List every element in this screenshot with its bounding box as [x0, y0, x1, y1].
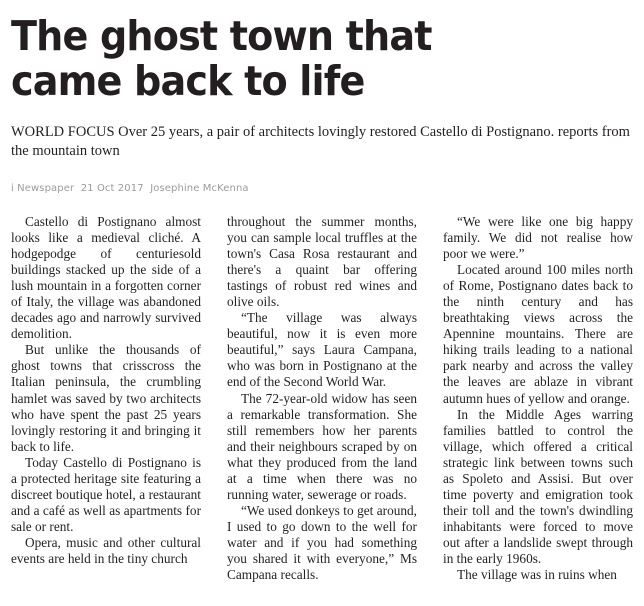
paragraph: The 72-year-old widow has seen a remarkable transformation. She still remembers how her parents and their neighbours scraped by on what they produced from the land at a time when there was no running water, sewerage or roads. [227, 390, 417, 502]
paragraph: The village was in ruins when [457, 567, 617, 583]
paragraph: Castello di Postignano almost looks like a medieval cliché. A hodgepodge of centuriesold buildings stacked up the side of a lush mountain in a forgotten corner of Italy, the village was abandoned decades ago and narrowly survived demolition. [11, 214, 201, 342]
article-standfirst: WORLD FOCUS Over 25 years, a pair of architects lovingly restored Castello di Postignano. reports from the mountain town [11, 124, 630, 159]
publication-name: i Newspaper [11, 183, 75, 194]
paragraph: throughout the summer months, you can sample local truffles at the town's Casa Rosa restaurant and there's a quaint bar offering tastings of robust red wines and olive oils. [227, 214, 417, 310]
publication-date: 21 Oct 2017 [80, 183, 144, 194]
paragraph: “The village was always beautiful, now it is even more beautiful,” says Laura Campana, who was born in Postignano at the end of the Second World War. [227, 310, 417, 390]
paragraph: But unlike the thousands of ghost towns that crisscross the Italian peninsula, the crumbling hamlet was saved by two architects who have spent the past 25 years lovingly restoring it and bringing it back to life. [11, 342, 201, 454]
article-author: Josephine McKenna [150, 183, 249, 194]
article-column-3 [443, 214, 633, 606]
article-column-2 [227, 214, 417, 606]
article-body [11, 195, 633, 606]
article-meta [11, 161, 633, 195]
paragraph: Today Castello di Postignano is a protected heritage site featuring a discreet boutique hotel, a restaurant and a café as well as apartments for sale or rent. [11, 454, 201, 534]
paragraph: Located around 100 miles north of Rome, Postignano dates back to the ninth century and has breathtaking views across the Apennine mountains. There are hiking trails leading to a national park nearby and across the valley the leaves are ablaze in vibrant autumn hues of yellow and orange. [443, 262, 633, 406]
paragraph: In the Middle Ages warring families battled to control the village, which offered a critical strategic link between towns such as Spoleto and Assisi. But over time poverty and emigration took their toll and the town's dwindling inhabitants were forced to move out after a landslide swept through in the early 1960s. [443, 406, 633, 566]
page-title: The ghost town that came back to life [11, 12, 432, 105]
article-column-1 [11, 214, 201, 606]
paragraph: “We used donkeys to get around, I used to go down to the well for water and if you had something you shared it with everyone,” Ms Campana recalls. [227, 502, 417, 583]
paragraph: “We were like one big happy family. We did not realise how poor we were.” [443, 214, 633, 262]
paragraph: Opera, music and other cultural events are held in the tiny church [11, 534, 201, 566]
